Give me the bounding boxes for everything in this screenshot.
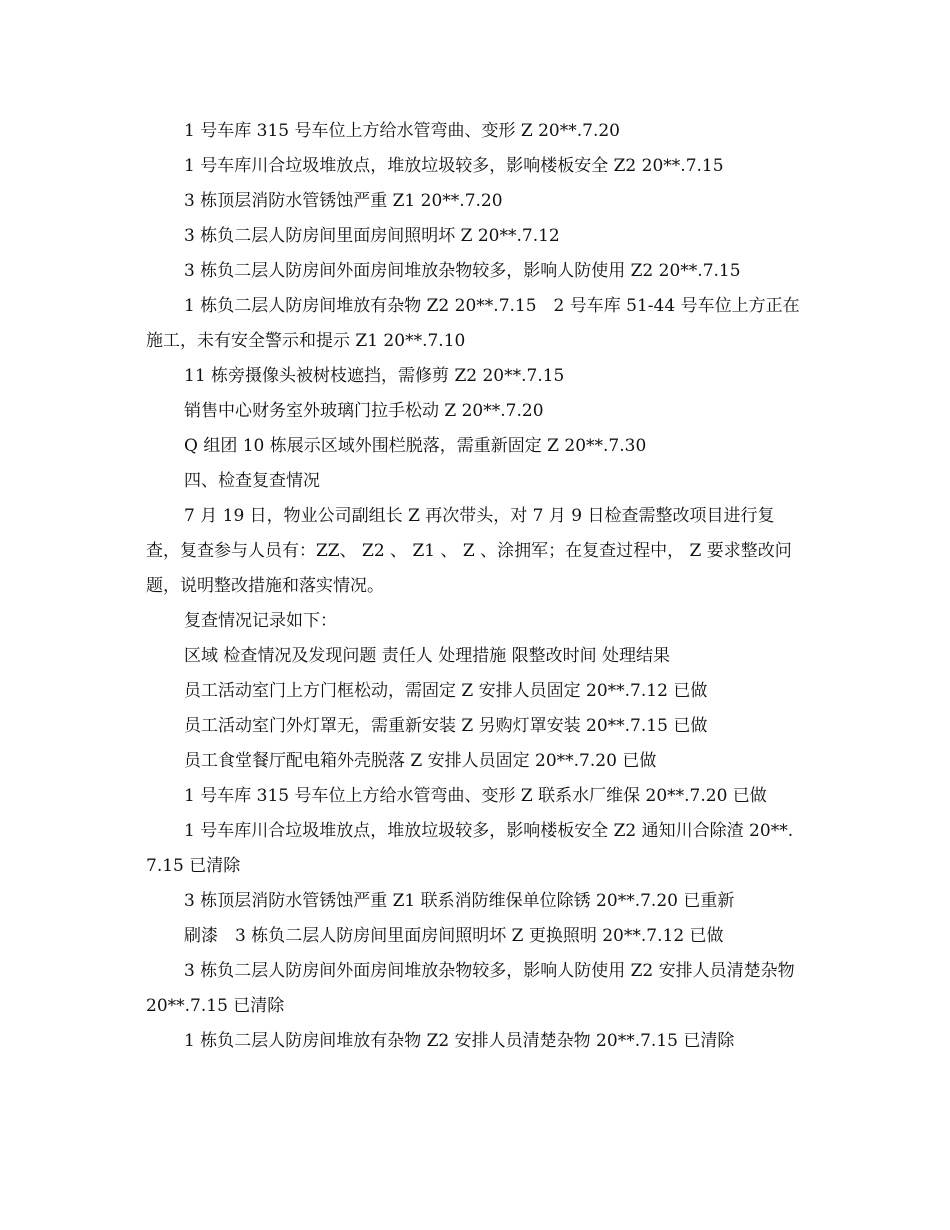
paragraph-16: 员工食堂餐厅配电箱外壳脱落 Z 安排人员固定 20**.7.20 已做 (184, 751, 657, 771)
paragraph-21: 3 栋负二层人防房间外面房间堆放杂物较多，影响人防使用 Z2 安排人员清楚杂物 20**.7.15 已清除 (146, 961, 795, 1016)
paragraph-17: 1 号车库 315 号车位上方给水管弯曲、变形 Z 联系水厂维保 20**.7.20 已做 (184, 786, 767, 806)
paragraph-8: 销售中心财务室外玻璃门拉手松动 Z 20**.7.20 (184, 401, 544, 421)
paragraph-20: 刷漆 3 栋负二层人防房间里面房间照明坏 Z 更换照明 20**.7.12 已做 (184, 926, 724, 946)
paragraph-1: 1 号车库 315 号车位上方给水管弯曲、变形 Z 20**.7.20 (184, 121, 620, 141)
paragraph-4: 3 栋负二层人防房间里面房间照明坏 Z 20**.7.12 (184, 226, 560, 246)
paragraph-5: 3 栋负二层人防房间外面房间堆放杂物较多，影响人防使用 Z2 20**.7.15 (184, 261, 741, 281)
paragraph-18: 1 号车库川合垃圾堆放点，堆放垃圾较多，影响楼板安全 Z2 通知川合除渣 20**.7.15 已清除 (146, 821, 794, 876)
paragraph-3: 3 栋顶层消防水管锈蚀严重 Z1 20**.7.20 (184, 191, 503, 211)
paragraph-6: 1 栋负二层人防房间堆放有杂物 Z2 20**.7.15 2 号车库 51-44 号车位上方正在施工，未有安全警示和提示 Z1 20**.7.10 (146, 296, 800, 351)
paragraph-11: 7 月 19 日，物业公司副组长 Z 再次带头，对 7 月 9 日检查需整改项目进行复查，复查参与人员有：ZZ、 Z2 、 Z1 、 Z 、涂拥军；在复查过程中， Z 要求整改问题，说明整改措施和落实情况。 (146, 506, 792, 596)
paragraph-9: Q 组团 10 栋展示区域外围栏脱落，需重新固定 Z 20**.7.30 (184, 436, 647, 456)
paragraph-22: 1 栋负二层人防房间堆放有杂物 Z2 安排人员清楚杂物 20**.7.15 已清除 (184, 1031, 735, 1051)
paragraph-14: 员工活动室门上方门框松动，需固定 Z 安排人员固定 20**.7.12 已做 (184, 681, 708, 701)
paragraph-19: 3 栋顶层消防水管锈蚀严重 Z1 联系消防维保单位除锈 20**.7.20 已重新 (184, 891, 735, 911)
paragraph-2: 1 号车库川合垃圾堆放点，堆放垃圾较多，影响楼板安全 Z2 20**.7.15 (184, 156, 724, 176)
table-header-line: 区域 检查情况及发现问题 责任人 处理措施 限整改时间 处理结果 (184, 646, 671, 666)
paragraph-15: 员工活动室门外灯罩无，需重新安装 Z 另购灯罩安装 20**.7.15 已做 (184, 716, 708, 736)
section-heading: 四、检查复查情况 (184, 471, 320, 491)
paragraph-7: 11 栋旁摄像头被树枝遮挡，需修剪 Z2 20**.7.15 (184, 366, 565, 386)
paragraph-12: 复查情况记录如下： (184, 611, 337, 631)
